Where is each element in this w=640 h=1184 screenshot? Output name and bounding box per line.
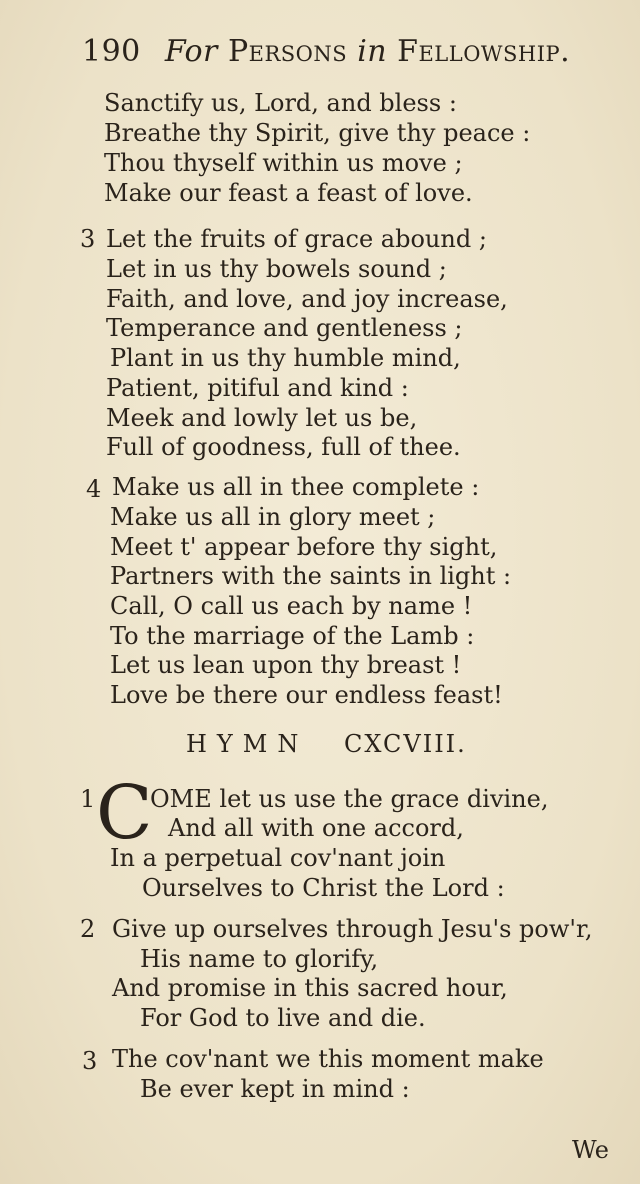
- verse-line: Let the fruits of grace abound ;: [106, 225, 487, 253]
- verse-line: Make us all in glory meet ;: [110, 503, 436, 531]
- stanza-number: 1: [80, 785, 96, 813]
- verse-line: Thou thyself within us move ;: [104, 149, 463, 177]
- verse-line: Call, O call us each by name !: [110, 592, 473, 620]
- verse-line: The cov'nant we this moment make: [112, 1045, 544, 1073]
- verse-line: To the marriage of the Lamb :: [110, 622, 475, 650]
- verse-line: Let us lean upon thy breast !: [110, 651, 462, 679]
- verse-line: Plant in us thy humble mind,: [110, 344, 461, 372]
- verse-line: Meet t' appear before thy sight,: [110, 533, 498, 561]
- verse-line: Breathe thy Spirit, give thy peace :: [104, 119, 531, 147]
- catchword: We: [572, 1136, 609, 1164]
- hymn-title: [186, 730, 467, 758]
- verse-line: Love be there our endless feast!: [110, 681, 503, 709]
- stanza-number: 2: [80, 915, 96, 943]
- drop-cap: C: [96, 770, 153, 856]
- verse-line: Be ever kept in mind :: [140, 1075, 410, 1103]
- stanza-number: 4: [86, 475, 102, 503]
- header-for: For: [164, 34, 218, 69]
- verse-line: Make us all in thee complete :: [112, 473, 480, 501]
- verse-line: Patient, pitiful and kind :: [106, 374, 409, 402]
- verse-line: Ourselves to Christ the Lord :: [142, 874, 505, 902]
- page-number: 190: [82, 34, 141, 69]
- verse-line: For God to live and die.: [140, 1004, 426, 1032]
- header-fellowship: Fellowship.: [397, 34, 571, 69]
- verse-line: And promise in this sacred hour,: [112, 974, 508, 1002]
- verse-line: Make our feast a feast of love.: [104, 179, 473, 207]
- verse-line: Faith, and love, and joy increase,: [106, 285, 508, 313]
- verse-line: Partners with the saints in light :: [110, 562, 512, 590]
- stanza-number: 3: [80, 225, 96, 253]
- verse-line: His name to glorify,: [140, 945, 379, 973]
- hymn-title-numeral: CXCVIII.: [344, 730, 467, 758]
- running-header: [82, 34, 602, 69]
- header-in: in: [357, 34, 388, 69]
- verse-line: Give up ourselves through Jesu's pow'r,: [112, 915, 593, 943]
- verse-line: Sanctify us, Lord, and bless :: [104, 89, 457, 117]
- verse-line: Let in us thy bowels sound ;: [106, 255, 447, 283]
- verse-line: Temperance and gentleness ;: [106, 314, 463, 342]
- stanza-number: 3: [82, 1047, 98, 1075]
- verse-line: Full of goodness, full of thee.: [106, 433, 461, 461]
- verse-line: In a perpetual cov'nant join: [110, 844, 446, 872]
- header-persons: Persons: [227, 34, 348, 69]
- hymn-title-word: HYMN: [186, 730, 309, 758]
- verse-line: OME let us use the grace divine,: [150, 785, 549, 813]
- verse-line: And all with one accord,: [168, 814, 464, 842]
- verse-line: Meek and lowly let us be,: [106, 404, 418, 432]
